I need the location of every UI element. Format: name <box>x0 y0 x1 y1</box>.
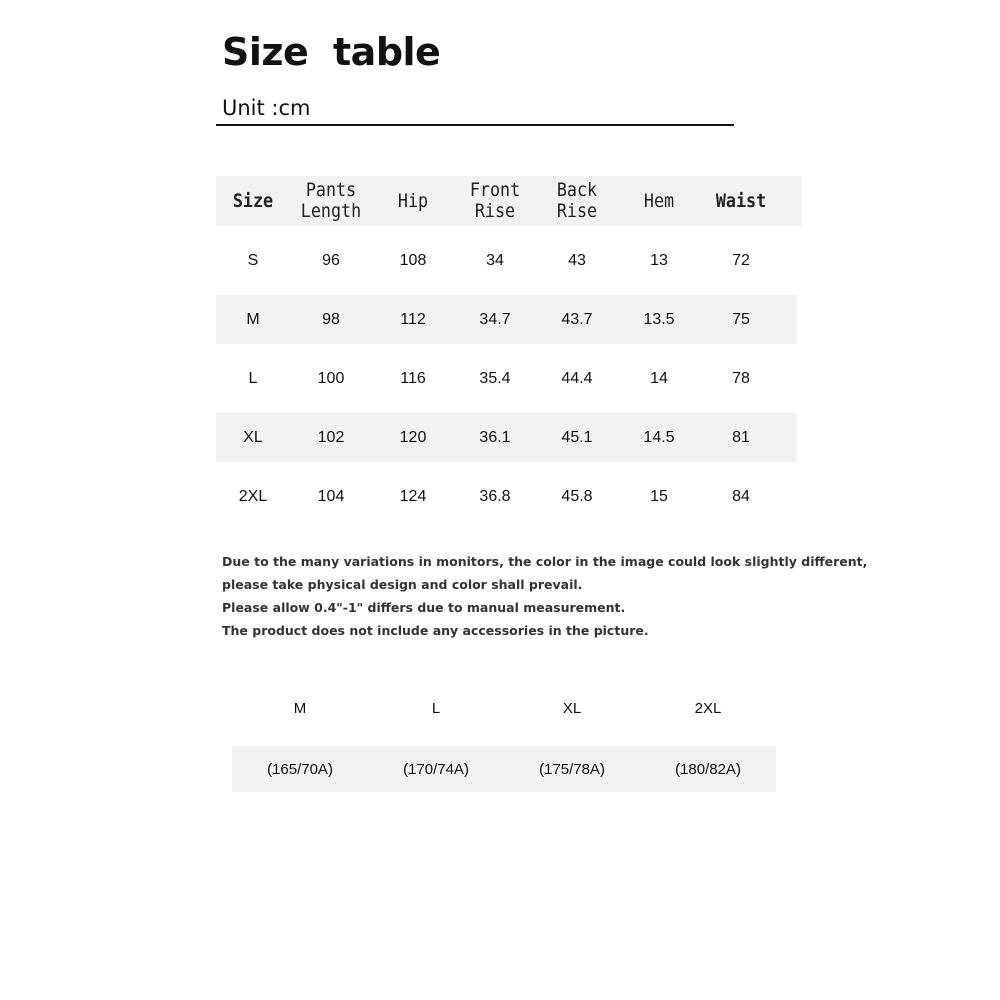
cell-front-rise: 34 <box>486 251 504 269</box>
cell-hem: 14 <box>650 369 668 387</box>
cell-pants-length: 96 <box>322 251 340 269</box>
cell-hem: 13 <box>650 251 668 269</box>
note-line: Please allow 0.4"-1" differs due to manual measurement. <box>222 600 626 615</box>
cell-hem: 13.5 <box>643 310 675 328</box>
header-back-rise: Back Rise <box>556 179 598 222</box>
cell-waist: 72 <box>732 251 750 269</box>
cell-front-rise: 36.1 <box>479 428 511 446</box>
note-line: The product does not include any accessories in the picture. <box>222 623 649 638</box>
reference-code: (180/82A) <box>675 760 741 778</box>
cell-back-rise: 43.7 <box>561 310 593 328</box>
cell-waist: 84 <box>732 487 750 505</box>
size-reference-table <box>232 690 776 792</box>
header-size: Size <box>232 189 274 212</box>
cell-pants-length: 104 <box>317 487 345 505</box>
cell-size: 2XL <box>238 487 268 505</box>
cell-hem: 14.5 <box>643 428 675 446</box>
table-row <box>216 472 802 521</box>
cell-back-rise: 44.4 <box>561 369 593 387</box>
header-pants-length: Pants Length <box>300 179 362 222</box>
cell-pants-length: 100 <box>317 369 345 387</box>
reference-code: (170/74A) <box>403 760 469 778</box>
cell-size: M <box>246 310 260 328</box>
size-table <box>216 176 802 521</box>
table-header-row <box>216 176 802 226</box>
cell-hip: 120 <box>399 428 427 446</box>
cell-waist: 81 <box>732 428 750 446</box>
cell-hip: 108 <box>399 251 427 269</box>
reference-code-row <box>232 746 776 792</box>
unit-label: Unit :cm <box>222 96 311 120</box>
cell-waist: 75 <box>732 310 750 328</box>
cell-back-rise: 45.8 <box>561 487 593 505</box>
cell-back-rise: 43 <box>568 251 586 269</box>
note-line: Due to the many variations in monitors, the color in the image could look slightly different, <box>222 554 868 569</box>
header-front-rise: Front Rise <box>469 179 521 222</box>
unit-divider <box>216 124 734 126</box>
cell-size: XL <box>243 428 263 446</box>
reference-size: L <box>431 699 441 717</box>
cell-front-rise: 34.7 <box>479 310 511 328</box>
reference-code: (175/78A) <box>539 760 605 778</box>
note-line: please take physical design and color shall prevail. <box>222 577 583 592</box>
table-row <box>216 354 802 403</box>
table-row <box>216 295 797 344</box>
header-waist: Waist <box>715 189 767 212</box>
cell-size: L <box>248 369 258 387</box>
cell-front-rise: 36.8 <box>479 487 511 505</box>
reference-size: XL <box>562 699 582 717</box>
page-title: Size table <box>222 30 441 74</box>
table-row <box>216 236 802 285</box>
disclaimer-notes <box>222 550 867 642</box>
cell-pants-length: 98 <box>322 310 340 328</box>
reference-size-row <box>232 690 776 726</box>
cell-size: S <box>247 251 259 269</box>
cell-hip: 124 <box>399 487 427 505</box>
header-hip: Hip <box>397 189 429 212</box>
cell-hem: 15 <box>650 487 668 505</box>
reference-size: M <box>293 699 307 717</box>
cell-waist: 78 <box>732 369 750 387</box>
cell-back-rise: 45.1 <box>561 428 593 446</box>
table-row <box>216 413 797 462</box>
reference-code: (165/70A) <box>267 760 333 778</box>
header-hem: Hem <box>643 189 675 212</box>
cell-pants-length: 102 <box>317 428 345 446</box>
cell-hip: 112 <box>400 310 426 328</box>
reference-size: 2XL <box>694 699 722 717</box>
cell-front-rise: 35.4 <box>479 369 511 387</box>
cell-hip: 116 <box>400 369 426 387</box>
